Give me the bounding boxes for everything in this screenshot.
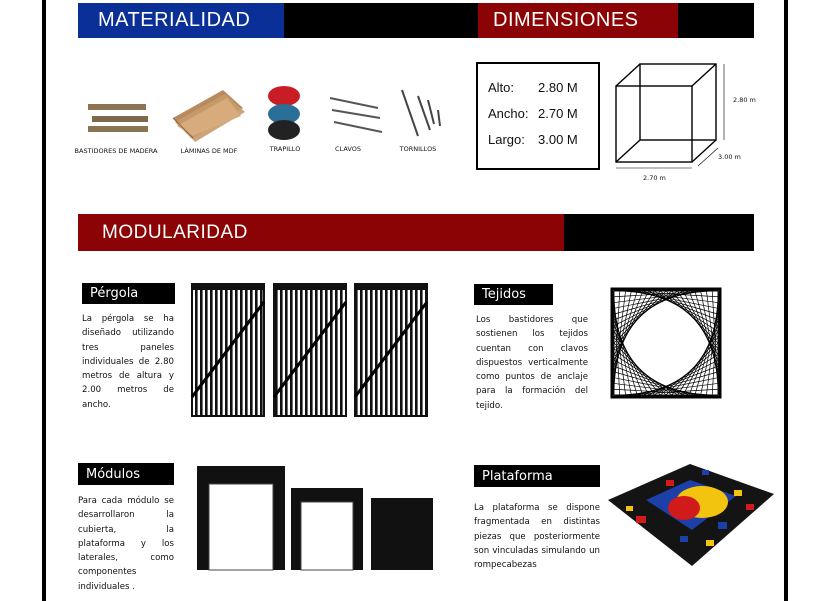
material-label-mdf: LÁMINAS DE MDF [180, 147, 238, 155]
cube-diagram [612, 60, 732, 170]
plataforma-tag: Plataforma [474, 465, 600, 487]
tejidos-text: Los bastidores que sostienen los tejidos cuentan con clavos dispuestos verticalmente como puntos de anclaje para la formación del tejido. [476, 315, 588, 411]
modularidad-title: MODULARIDAD [78, 214, 564, 251]
dim-row-largo: Largo: 3.00 M [488, 132, 578, 147]
modulos-tag: Módulos [78, 463, 174, 485]
pergola-tag: Pérgola [82, 283, 175, 304]
plataforma-text: La plataforma se dispone fragmentada en distintas piezas que posteriormente son vinculadas simulando un rompecabezas [474, 503, 600, 571]
material-label-bastidores: BASTIDORES DE MADERA [74, 147, 158, 155]
dim-row-alto: Alto: 2.80 M [488, 80, 578, 95]
dim-row-ancho: Ancho: 2.70 M [488, 106, 578, 121]
page-border-right [784, 0, 788, 601]
page-border-left [42, 0, 46, 601]
pergola-panels [190, 282, 430, 420]
tejidos-tag: Tejidos [474, 284, 553, 305]
dimensions-box [476, 62, 600, 170]
cube-height-label: 2.80 m [733, 96, 756, 104]
pergola-text: La pérgola se ha diseñado utilizando tres paneles individuales de 2.80 metros de altura y 2.00 metros de ancho. [82, 314, 174, 410]
modulos-text: Para cada módulo se desarrollaron la cubierta, la plataforma y los laterales, como componentes individuales . [78, 496, 174, 592]
material-label-tornillos: TORNILLOS [399, 145, 437, 153]
nails-icon [330, 98, 382, 132]
mdf-sheets-icon [173, 90, 245, 142]
cube-width-label: 2.70 m [643, 174, 666, 182]
dimensiones-title: DIMENSIONES [478, 3, 678, 38]
materials-illustrations [78, 80, 458, 150]
materialidad-title: MATERIALIDAD [78, 3, 284, 38]
modules-drawing [195, 464, 435, 574]
cube-depth-label: 3.00 m [718, 153, 741, 161]
material-label-trapillo: TRAPILLO [269, 145, 301, 153]
screws-icon [402, 90, 440, 136]
material-label-clavos: CLAVOS [335, 145, 361, 153]
yarn-icon [268, 86, 300, 140]
wood-battens-icon [88, 104, 148, 132]
platform-illustration [606, 460, 776, 570]
weaving-diagram [610, 287, 722, 399]
